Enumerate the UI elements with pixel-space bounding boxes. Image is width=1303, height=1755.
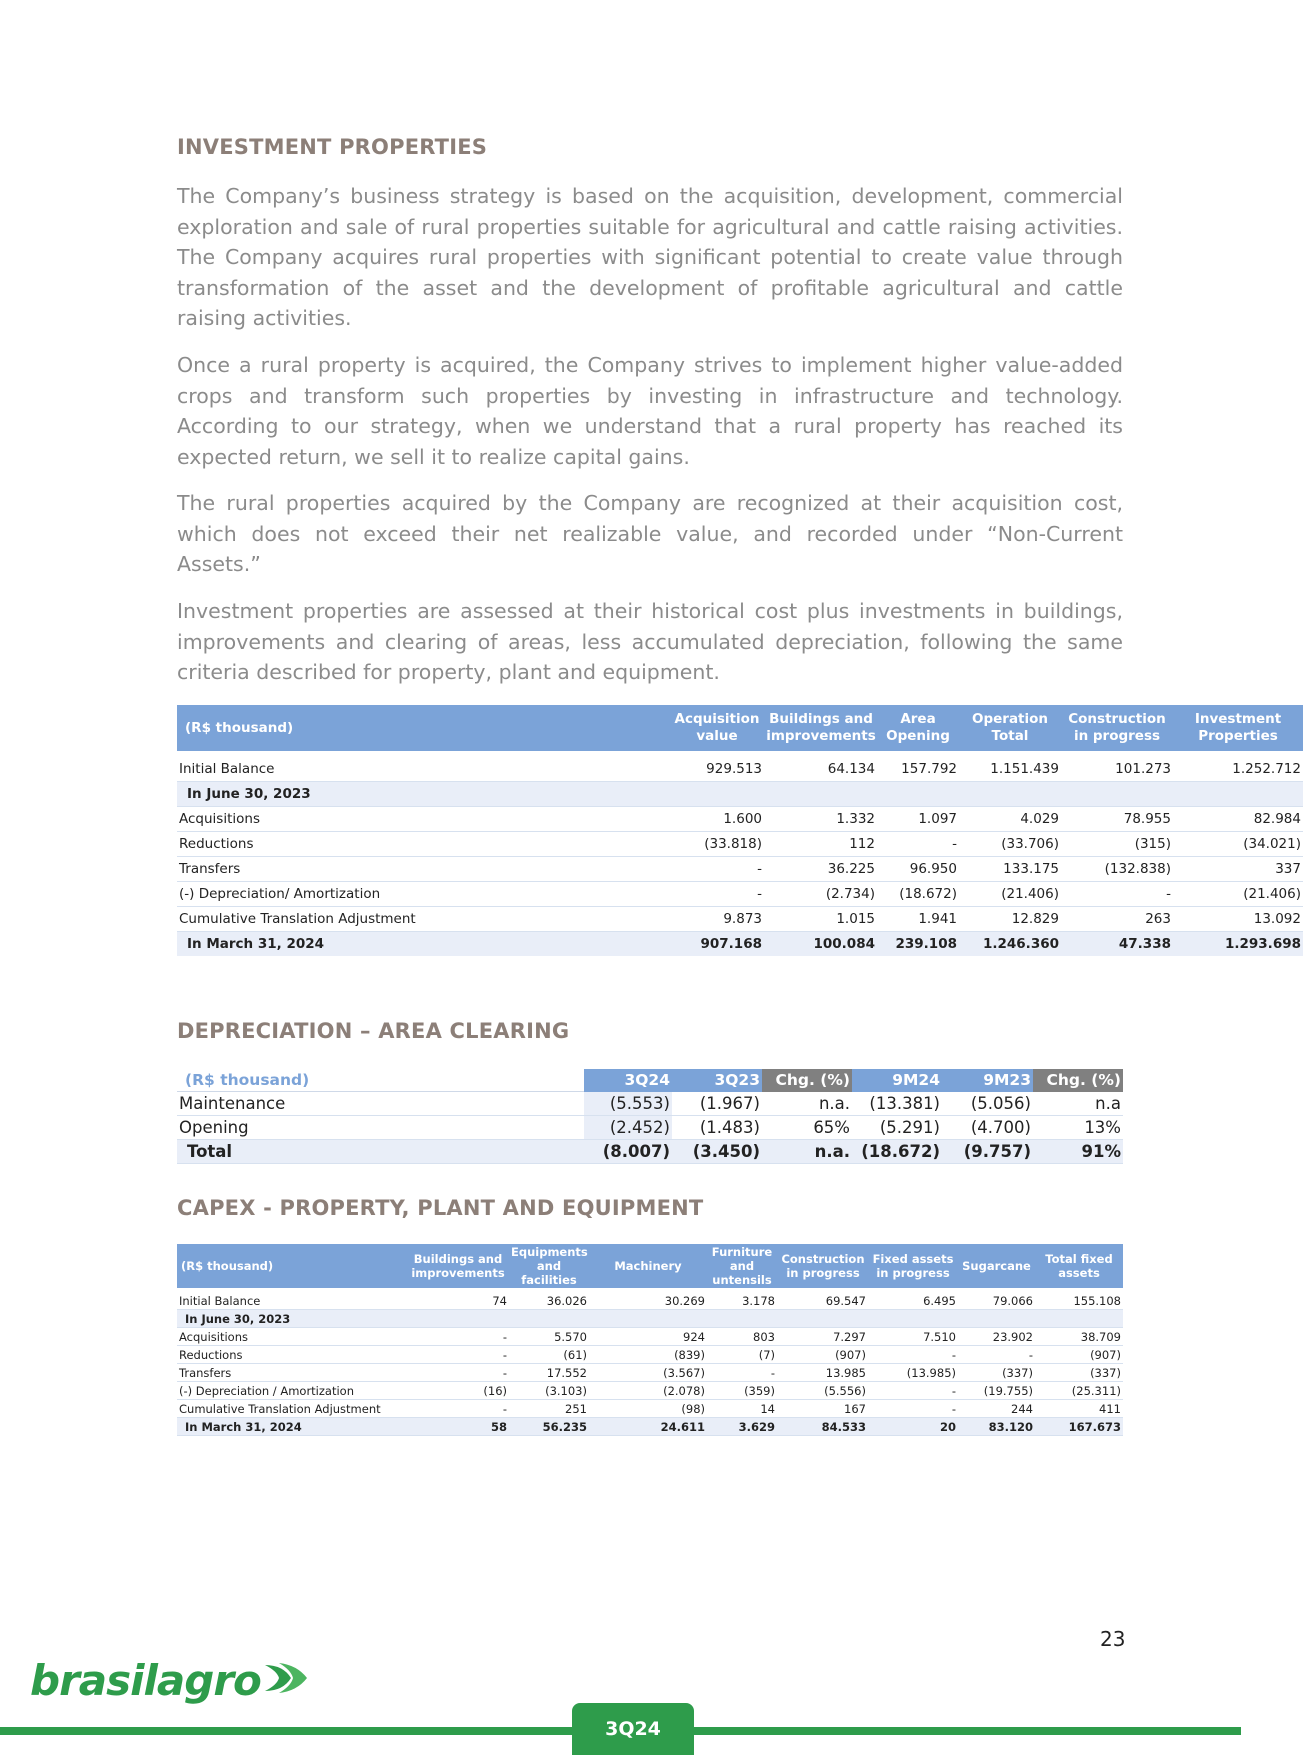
cell: 47.338 (1061, 932, 1173, 957)
cell: 82.984 (1173, 807, 1303, 832)
depreciation-table-wrap (177, 1069, 1123, 1164)
cell: 100.084 (764, 932, 877, 957)
table-total-row (177, 932, 1303, 957)
table-row (177, 1364, 1123, 1382)
cell: (25.311) (1035, 1382, 1123, 1400)
cell: 12.829 (959, 907, 1061, 932)
paragraph-strategy: The Company’s business strategy is based on the acquisition, development, commercial exploration and sale of rural properties suitable for agricultural and cattle raising activities. The Company acquires rural properties with significant potential to create value through transformation of the asset and the development of profitable agricultural and cattle raising activities. (177, 184, 1123, 330)
paragraph-1 (177, 181, 1123, 334)
cell: 20 (868, 1418, 958, 1436)
cell: (13.985) (868, 1364, 958, 1382)
cell: 167 (777, 1400, 868, 1418)
column-header: Buildings and improvements (764, 705, 877, 751)
cell: 30.269 (589, 1292, 707, 1310)
cell: 239.108 (877, 932, 959, 957)
cell: (18.672) (877, 882, 959, 907)
cell: - (707, 1364, 777, 1382)
cell: n.a. (762, 1140, 852, 1164)
column-header: (R$ thousand) (177, 1244, 407, 1288)
cell: 1.151.439 (959, 757, 1061, 782)
table-row (177, 1092, 1123, 1116)
column-header: Equipments and facilities (511, 1245, 588, 1287)
column-header: Machinery (589, 1244, 707, 1288)
cell: (33.818) (467, 832, 764, 857)
cell: 84.533 (777, 1418, 868, 1436)
cell: 83.120 (958, 1418, 1035, 1436)
cell: (7) (707, 1346, 777, 1364)
row-label: (-) Depreciation / Amortization (177, 1382, 407, 1400)
cell: 1.600 (467, 807, 764, 832)
capex-table (177, 1244, 1123, 1436)
row-label: Initial Balance (177, 757, 467, 782)
cell: 56.235 (509, 1418, 589, 1436)
cell: 13% (1033, 1116, 1123, 1140)
column-header: Chg. (%) (1033, 1069, 1123, 1092)
cell: (21.406) (1173, 882, 1303, 907)
row-label: In March 31, 2024 (177, 1418, 407, 1436)
logo-chevron-icon (263, 1656, 309, 1705)
section-title-investment-properties: INVESTMENT PROPERTIES (177, 135, 488, 159)
column-header: 3Q24 (584, 1069, 672, 1092)
table-row (177, 832, 1303, 857)
cell: (839) (589, 1346, 707, 1364)
cell: 3.178 (707, 1292, 777, 1310)
table-subheader-row (177, 782, 1303, 807)
paragraph-value-added: Once a rural property is acquired, the Company strives to implement higher value-added crops and transform such properties by investing in infrastructure and technology. According to our strategy, when we understand that a rural property has reached its expected return, we sell it to realize capital gains. (177, 353, 1123, 469)
paragraph-2 (177, 350, 1123, 472)
paragraph-3 (177, 488, 1123, 580)
cell: 58 (407, 1418, 509, 1436)
cell: n.a. (762, 1092, 852, 1116)
table-row (177, 1328, 1123, 1346)
table-row (177, 1382, 1123, 1400)
cell: (907) (777, 1346, 868, 1364)
cell: 337 (1173, 857, 1303, 882)
table-row (177, 1292, 1123, 1310)
cell: (34.021) (1173, 832, 1303, 857)
cell: 64.134 (764, 757, 877, 782)
cell: - (868, 1346, 958, 1364)
cell: - (407, 1364, 509, 1382)
row-label: Opening (177, 1116, 584, 1140)
depreciation-table (177, 1069, 1123, 1164)
cell: (315) (1061, 832, 1173, 857)
cell: (5.291) (852, 1116, 942, 1140)
table-row (177, 882, 1303, 907)
column-header: Fixed assets in progress (868, 1244, 958, 1288)
cell: (21.406) (959, 882, 1061, 907)
cell: - (877, 832, 959, 857)
cell: (98) (589, 1400, 707, 1418)
row-label: (-) Depreciation/ Amortization (177, 882, 467, 907)
cell: 38.709 (1035, 1328, 1123, 1346)
cell: 4.029 (959, 807, 1061, 832)
column-header: Operation Total (959, 705, 1061, 751)
column-header: 9M24 (852, 1069, 942, 1092)
row-label: Transfers (177, 1364, 407, 1382)
cell: (5.553) (584, 1092, 672, 1116)
table-total-row (177, 1140, 1123, 1164)
cell: 78.955 (1061, 807, 1173, 832)
cell: 1.246.360 (959, 932, 1061, 957)
cell: 17.552 (509, 1364, 589, 1382)
cell: (18.672) (852, 1140, 942, 1164)
cell: (19.755) (958, 1382, 1035, 1400)
column-header: Sugarcane (958, 1244, 1035, 1288)
cell: 244 (958, 1400, 1035, 1418)
paragraph-historical-cost: Investment properties are assessed at their historical cost plus investments in buildings, improvements and clearing of areas, less accumulated depreciation, following the same criteria described for property, plant and equipment. (177, 599, 1123, 684)
cell: 3.629 (707, 1418, 777, 1436)
row-label: Cumulative Translation Adjustment (177, 1400, 407, 1418)
cell: (2.452) (584, 1116, 672, 1140)
cell: 167.673 (1035, 1418, 1123, 1436)
row-label: Total (177, 1140, 584, 1164)
cell: 13.985 (777, 1364, 868, 1382)
cell: 24.611 (589, 1418, 707, 1436)
cell: 251 (509, 1400, 589, 1418)
cell: - (868, 1400, 958, 1418)
cell: 929.513 (467, 757, 764, 782)
brasilagro-logo (30, 1656, 309, 1705)
quarter-tab: 3Q24 (572, 1703, 694, 1755)
cell: 96.950 (877, 857, 959, 882)
section-title-depreciation: DEPRECIATION – AREA CLEARING (177, 1019, 570, 1043)
cell: - (467, 857, 764, 882)
cell: (2.734) (764, 882, 877, 907)
cell: 1.332 (764, 807, 877, 832)
cell: - (868, 1382, 958, 1400)
cell: (4.700) (942, 1116, 1033, 1140)
column-header: Buildings and improvements (407, 1244, 509, 1288)
row-label: In June 30, 2023 (177, 782, 1303, 807)
cell: (3.450) (672, 1140, 762, 1164)
table-row (177, 1400, 1123, 1418)
cell: - (407, 1400, 509, 1418)
cell: 74 (407, 1292, 509, 1310)
table-row (177, 757, 1303, 782)
column-header: Construction in progress (777, 1244, 868, 1288)
cell: 1.015 (764, 907, 877, 932)
cell: (337) (958, 1364, 1035, 1382)
cell: (33.706) (959, 832, 1061, 857)
cell: 112 (764, 832, 877, 857)
row-label: Maintenance (177, 1092, 584, 1116)
row-label: In June 30, 2023 (177, 1310, 1123, 1328)
cell: - (407, 1328, 509, 1346)
cell: 7.510 (868, 1328, 958, 1346)
cell: (5.556) (777, 1382, 868, 1400)
paragraph-4 (177, 596, 1123, 688)
capex-table-wrap (177, 1244, 1123, 1436)
cell: (9.757) (942, 1140, 1033, 1164)
cell: 9.873 (467, 907, 764, 932)
cell: 155.108 (1035, 1292, 1123, 1310)
cell: 23.902 (958, 1328, 1035, 1346)
row-label: Transfers (177, 857, 467, 882)
cell: (337) (1035, 1364, 1123, 1382)
column-header: Furniture and untensils (707, 1244, 777, 1288)
cell: 36.225 (764, 857, 877, 882)
cell: (3.103) (509, 1382, 589, 1400)
row-label: Initial Balance (177, 1292, 407, 1310)
row-label: Acquisitions (177, 1328, 407, 1346)
table-row (177, 907, 1303, 932)
cell: (8.007) (584, 1140, 672, 1164)
table-subheader-row (177, 1310, 1123, 1328)
cell: 803 (707, 1328, 777, 1346)
cell: (3.567) (589, 1364, 707, 1382)
page-number: 23 (1100, 1627, 1126, 1651)
cell: (359) (707, 1382, 777, 1400)
row-label: Acquisitions (177, 807, 467, 832)
cell: - (1061, 882, 1173, 907)
column-header: 3Q23 (672, 1069, 762, 1092)
cell: 13.092 (1173, 907, 1303, 932)
depreciation-section (177, 1019, 1123, 1043)
row-label: In March 31, 2024 (177, 932, 467, 957)
cell: (2.078) (589, 1382, 707, 1400)
cell: (907) (1035, 1346, 1123, 1364)
column-header: Chg. (%) (762, 1069, 852, 1092)
table-row (177, 1346, 1123, 1364)
cell: 65% (762, 1116, 852, 1140)
cell: 91% (1033, 1140, 1123, 1164)
investment-properties-table (177, 705, 1303, 956)
cell: - (407, 1346, 509, 1364)
cell: 924 (589, 1328, 707, 1346)
table-header-row (177, 705, 1303, 751)
section-title-capex: CAPEX - PROPERTY, PLANT AND EQUIPMENT (177, 1196, 704, 1220)
cell: 79.066 (958, 1292, 1035, 1310)
row-label: Reductions (177, 1346, 407, 1364)
cell: n.a (1033, 1092, 1123, 1116)
cell: 36.026 (509, 1292, 589, 1310)
row-label: Reductions (177, 832, 467, 857)
cell: 907.168 (467, 932, 764, 957)
cell: 1.097 (877, 807, 959, 832)
cell: 1.252.712 (1173, 757, 1303, 782)
cell: (132.838) (1061, 857, 1173, 882)
column-header: (R$ thousand) (177, 1069, 584, 1092)
investment-properties-section (177, 135, 1123, 159)
cell: 14 (707, 1400, 777, 1418)
table-row (177, 857, 1303, 882)
table-header-row (177, 1244, 1123, 1288)
cell: 133.175 (959, 857, 1061, 882)
cell: (61) (509, 1346, 589, 1364)
logo-text: brasilagro (30, 1656, 261, 1705)
cell: 411 (1035, 1400, 1123, 1418)
cell: (5.056) (942, 1092, 1033, 1116)
cell: 5.570 (509, 1328, 589, 1346)
cell: - (467, 882, 764, 907)
table-row (177, 807, 1303, 832)
cell: 6.495 (868, 1292, 958, 1310)
cell: 263 (1061, 907, 1173, 932)
table-header-row (177, 1069, 1123, 1092)
column-header: Acquisition value (467, 705, 764, 751)
cell: (1.483) (672, 1116, 762, 1140)
column-header: (R$ thousand) (177, 705, 467, 751)
cell: 69.547 (777, 1292, 868, 1310)
column-header: Total fixed assets (1035, 1244, 1123, 1288)
paragraph-acquisition-cost: The rural properties acquired by the Company are recognized at their acquisition cost, which does not exceed their net realizable value, and recorded under “Non-Current Assets.” (177, 491, 1123, 576)
column-header: Area Opening (877, 705, 959, 751)
cell: 1.293.698 (1173, 932, 1303, 957)
capex-section (177, 1196, 1123, 1220)
cell: (16) (407, 1382, 509, 1400)
cell: 157.792 (877, 757, 959, 782)
cell: 101.273 (1061, 757, 1173, 782)
table-row (177, 1116, 1123, 1140)
cell: 7.297 (777, 1328, 868, 1346)
column-header: 9M23 (942, 1069, 1033, 1092)
cell: (1.967) (672, 1092, 762, 1116)
cell: - (958, 1346, 1035, 1364)
cell: (13.381) (852, 1092, 942, 1116)
column-header: Investment Properties (1173, 705, 1303, 751)
cell: 1.941 (877, 907, 959, 932)
investment-properties-table-wrap (177, 705, 1301, 956)
row-label: Cumulative Translation Adjustment (177, 907, 467, 932)
column-header: Construction in progress (1061, 705, 1173, 751)
table-total-row (177, 1418, 1123, 1436)
